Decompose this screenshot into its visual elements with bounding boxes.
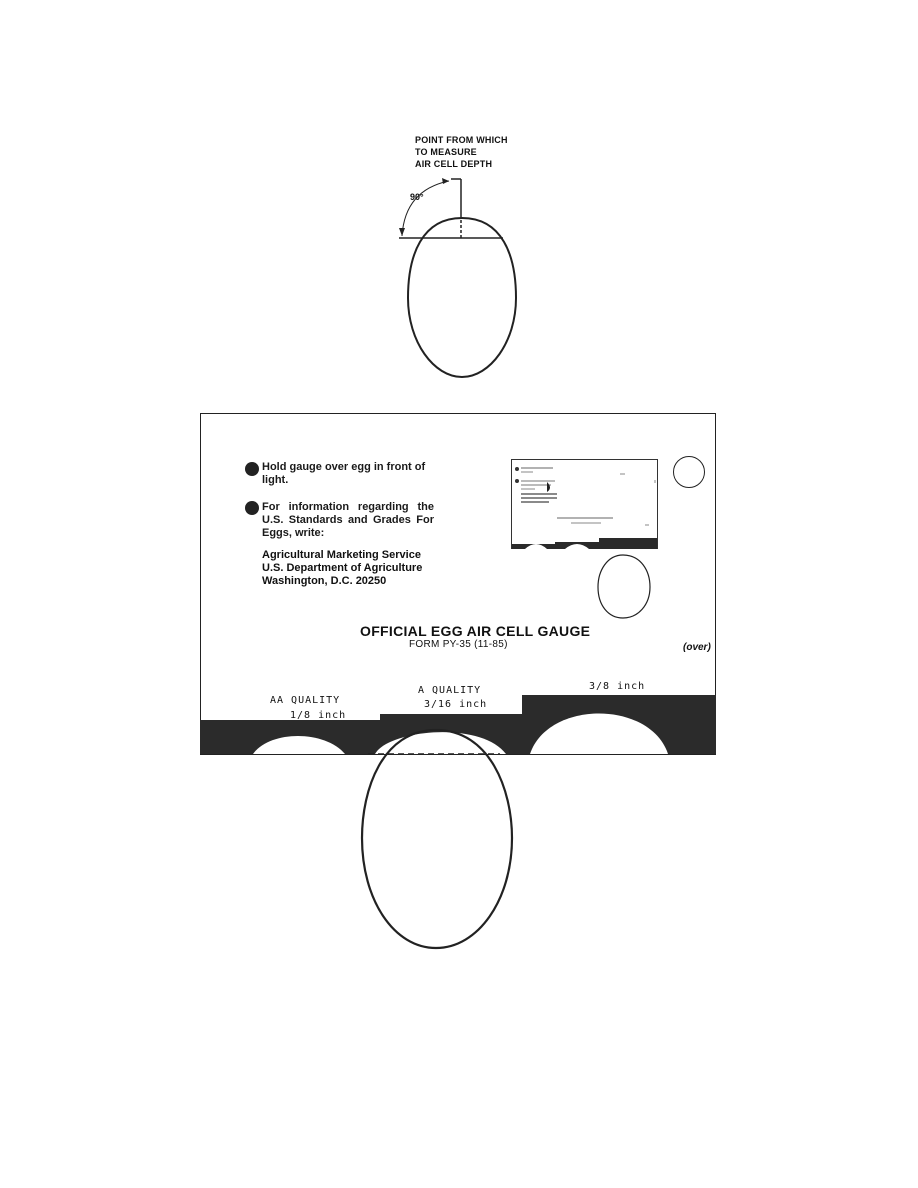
arc-arrow-top	[442, 178, 449, 184]
punch-hole	[673, 456, 705, 488]
bullet-icon	[245, 462, 259, 476]
address-line-2: U.S. Department of Agriculture	[262, 562, 423, 574]
egg-outline-bottom	[362, 730, 512, 948]
over-label: (over)	[683, 642, 711, 653]
gauge-title: OFFICIAL EGG AIR CELL GAUGE	[360, 623, 591, 639]
instruction-info: For information regarding the U.S. Standards and Grades For Eggs, write:	[262, 501, 434, 539]
gauge-strip-and-egg	[0, 690, 918, 960]
grade-a-label: A QUALITY	[418, 685, 482, 696]
grade-b-depth: 3/8 inch	[589, 681, 646, 692]
grade-aa-depth: 1/8 inch	[290, 710, 347, 721]
grade-a-depth: 3/16 inch	[424, 699, 488, 710]
grade-aa-label: AA QUALITY	[270, 695, 341, 706]
measure-label-line-2: TO MEASURE	[415, 147, 477, 157]
angle-label: 90°	[410, 192, 424, 202]
instruction-hold-gauge: Hold gauge over egg in front of light.	[262, 461, 426, 486]
bullet-icon	[245, 501, 259, 515]
measure-label-line-1: POINT FROM WHICH	[415, 135, 508, 145]
form-id: FORM PY-35 (11-85)	[409, 639, 508, 650]
arc-arrow-bottom	[399, 228, 405, 236]
egg-outline-top	[408, 218, 516, 377]
air-cell-measure-diagram	[0, 0, 918, 420]
mini-gauge-drawing	[505, 455, 665, 620]
mini-egg-outline	[598, 555, 650, 618]
address-line-3: Washington, D.C. 20250	[262, 575, 387, 587]
mailing-address	[262, 549, 422, 588]
address-line-1: Agricultural Marketing Service	[262, 549, 421, 561]
right-angle-arc	[402, 181, 449, 236]
measure-label-line-3: AIR CELL DEPTH	[415, 159, 493, 169]
